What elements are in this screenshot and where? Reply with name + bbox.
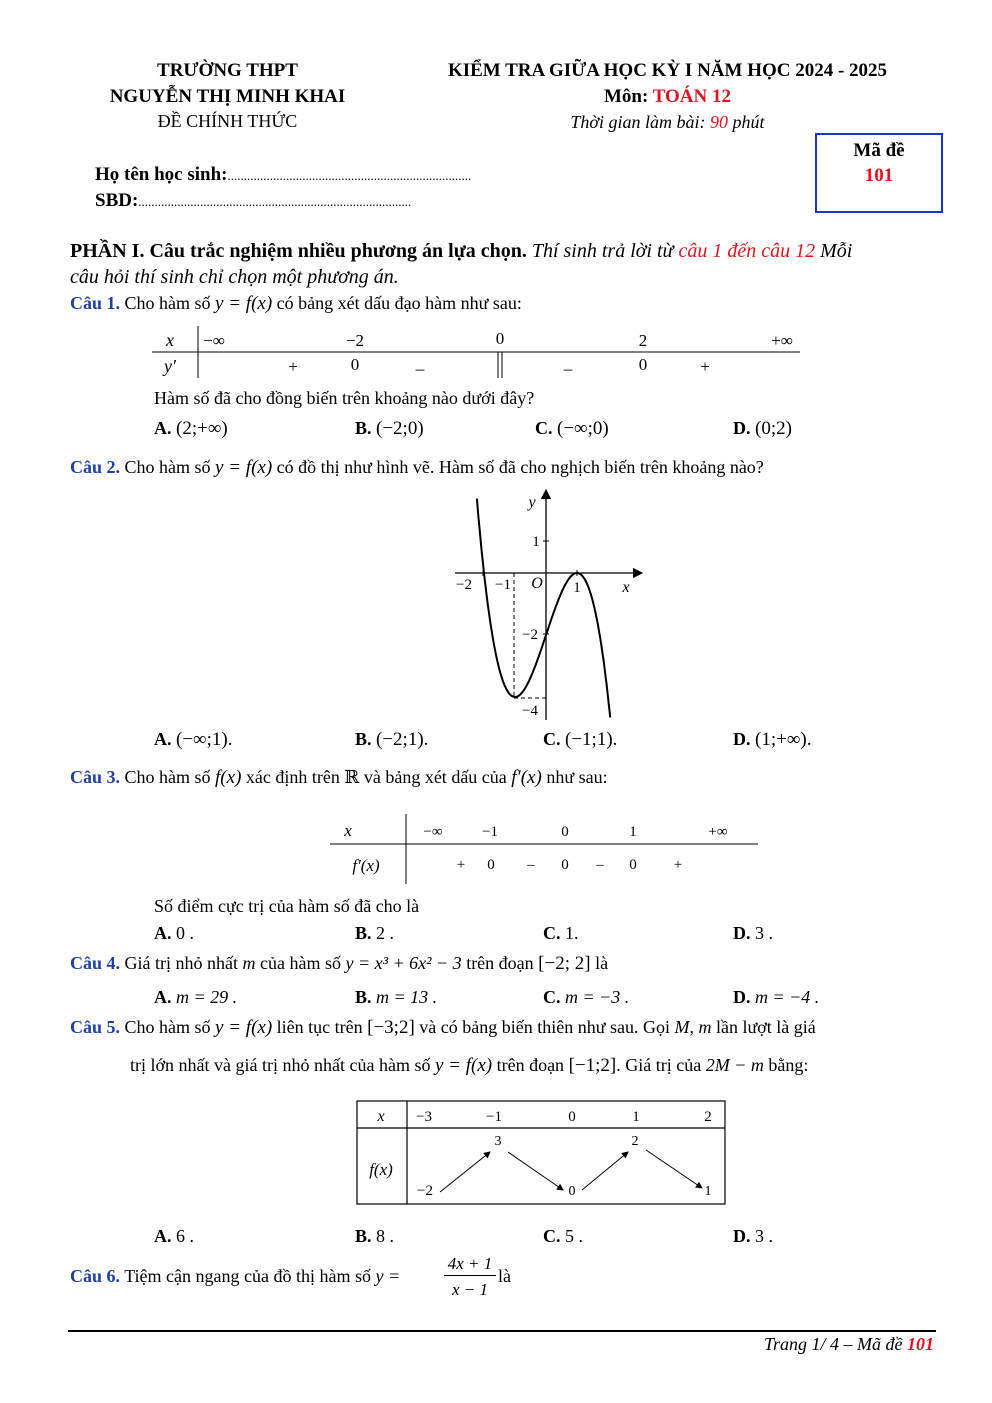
q4-stem bbox=[70, 953, 608, 975]
student-name-dots: ........................................................................... bbox=[227, 168, 472, 183]
q6-denominator: x − 1 bbox=[451, 1280, 489, 1299]
q5-line2-b: trên đoạn bbox=[492, 1055, 569, 1075]
q2-label: Câu 2. bbox=[70, 457, 121, 477]
q5-x-val: 0 bbox=[568, 1109, 576, 1125]
q2-option-d[interactable]: D. (1;+∞). bbox=[733, 729, 812, 750]
q1-sign: 0 bbox=[638, 355, 648, 374]
q5-f-val: 1 bbox=[704, 1184, 712, 1199]
q4-option-c[interactable]: C. m = −3 . bbox=[543, 987, 630, 1007]
q1-x-val: −2 bbox=[345, 331, 365, 350]
q3-x-val: +∞ bbox=[708, 824, 728, 840]
q1-stem bbox=[70, 293, 522, 315]
q4-label: Câu 4. bbox=[70, 953, 121, 973]
page-footer bbox=[764, 1334, 934, 1355]
subject-name: TOÁN 12 bbox=[652, 86, 732, 107]
q1-option-b[interactable]: B. (−2;0) bbox=[355, 418, 424, 439]
q4-text-a: Giá trị nhỏ nhất bbox=[120, 953, 243, 973]
q1-sign: + bbox=[700, 357, 710, 376]
q1-table-x-head: x bbox=[166, 330, 174, 350]
q1-sign: 0 bbox=[350, 355, 360, 374]
q5-text-a: Cho hàm số bbox=[120, 1017, 216, 1037]
q5-option-a[interactable]: A. 6 . bbox=[154, 1226, 194, 1246]
q4-text-d: là bbox=[590, 953, 609, 973]
cubic-curve bbox=[477, 499, 610, 718]
q5-func: y = f(x) bbox=[215, 1017, 273, 1038]
q2-tick-yneg4: −4 bbox=[522, 703, 538, 719]
q3-table-x-head: x bbox=[344, 821, 352, 840]
part1-instr-range: câu 1 đến câu 12 bbox=[678, 240, 816, 262]
q5-f-val: 2 bbox=[631, 1134, 639, 1149]
time-line bbox=[410, 112, 925, 133]
q1-option-d[interactable]: D. (0;2) bbox=[733, 418, 792, 439]
q1-x-val: −∞ bbox=[203, 331, 225, 350]
q4-func: y = x³ + 6x² − 3 bbox=[345, 953, 462, 973]
increase-arrow bbox=[440, 1152, 490, 1192]
school-line1: TRƯỜNG THPT bbox=[157, 60, 298, 81]
q2-tick-xneg2: −2 bbox=[456, 577, 472, 593]
q5-vars: M, m bbox=[674, 1017, 712, 1037]
q2-origin: O bbox=[531, 575, 543, 592]
q1-label: Câu 1. bbox=[70, 293, 121, 313]
q5-interval: [−3;2] bbox=[367, 1017, 415, 1038]
q6-label: Câu 6. bbox=[70, 1266, 121, 1286]
q3-label: Câu 3. bbox=[70, 767, 121, 787]
q5-line2-func: y = f(x) bbox=[434, 1055, 493, 1076]
time-value: 90 bbox=[710, 112, 729, 132]
part1-instr-b: Mỗi bbox=[815, 240, 853, 262]
school-line2: NGUYỄN THỊ MINH KHAI bbox=[109, 86, 346, 107]
q2-text-b: có đồ thị như hình vẽ. Hàm số đã cho nghịch biến trên khoảng nào? bbox=[272, 457, 764, 477]
q3-x-val: 0 bbox=[561, 824, 569, 840]
q3-sign: + bbox=[673, 857, 683, 873]
q3-sign: 0 bbox=[629, 857, 637, 873]
q1-x-val: +∞ bbox=[771, 331, 793, 350]
q5-line2-c: . Giá trị của bbox=[616, 1055, 706, 1075]
exam-title: KIỂM TRA GIỮA HỌC KỲ I NĂM HỌC 2024 - 2025 bbox=[447, 60, 888, 81]
exam-code-label: Mã đề bbox=[853, 140, 905, 161]
part1-instr-a: Thí sinh trả lời từ bbox=[526, 240, 679, 262]
q6-numerator: 4x + 1 bbox=[444, 1254, 496, 1276]
q3-set: ℝ bbox=[344, 767, 360, 787]
q5-option-b[interactable]: B. 8 . bbox=[355, 1226, 395, 1246]
q5-stem-line2 bbox=[130, 1055, 808, 1077]
sbd-dots: .................................................................................... bbox=[138, 194, 412, 209]
q3-table-f-head: f′(x) bbox=[352, 856, 380, 875]
q3-sign-table bbox=[328, 812, 768, 887]
q3-option-c[interactable]: C. 1. bbox=[543, 923, 579, 943]
q4-interval: [−2; 2] bbox=[538, 953, 591, 974]
sbd-label: SBD: bbox=[95, 190, 139, 211]
q2-y-label: y bbox=[528, 494, 536, 511]
q2-tick-xneg1: −1 bbox=[495, 577, 511, 593]
q5-label: Câu 5. bbox=[70, 1017, 121, 1037]
q5-table-f-head: f(x) bbox=[369, 1160, 393, 1179]
q3-func2: f′(x) bbox=[511, 767, 542, 788]
subject-label: Môn: bbox=[603, 86, 653, 107]
q2-option-c[interactable]: C. (−1;1). bbox=[543, 729, 618, 750]
q1-sign: – bbox=[415, 359, 425, 378]
q1-option-c[interactable]: C. (−∞;0) bbox=[535, 418, 609, 439]
q2-x-label: x bbox=[622, 579, 630, 596]
q3-prompt: Số điểm cực trị của hàm số đã cho là bbox=[154, 896, 420, 916]
q2-stem bbox=[70, 457, 764, 479]
q3-stem bbox=[70, 767, 608, 789]
q2-graph bbox=[440, 488, 650, 723]
q5-line2-interval: [−1;2] bbox=[568, 1055, 617, 1076]
q6-text-b: là bbox=[498, 1266, 511, 1286]
q5-x-val: 2 bbox=[704, 1109, 712, 1125]
q4-text-c: trên đoạn bbox=[461, 953, 539, 973]
q5-line2-d: bằng: bbox=[763, 1055, 809, 1075]
q3-text-a: Cho hàm số bbox=[120, 767, 216, 787]
q5-variation-table bbox=[356, 1100, 728, 1206]
q3-sign: + bbox=[456, 857, 466, 873]
q3-option-a[interactable]: A. 0 . bbox=[154, 923, 194, 943]
q3-sign: 0 bbox=[561, 857, 569, 873]
q1-func: y = f(x) bbox=[215, 293, 273, 314]
part1-heading bbox=[70, 240, 852, 263]
q6-text-a: Tiệm cận ngang của đồ thị hàm số bbox=[120, 1266, 376, 1286]
student-name-line bbox=[95, 164, 471, 186]
q5-line2-expr: 2M − m bbox=[705, 1055, 764, 1075]
q4-option-a[interactable]: A. m = 29 . bbox=[154, 987, 238, 1007]
q6-stem bbox=[70, 1266, 400, 1287]
q3-x-val: −∞ bbox=[423, 824, 443, 840]
q5-x-val: 1 bbox=[632, 1109, 640, 1125]
q1-sign: – bbox=[563, 359, 573, 378]
q5-option-c[interactable]: C. 5 . bbox=[543, 1226, 583, 1246]
student-name-label: Họ tên học sinh: bbox=[95, 164, 228, 185]
q3-text-b: xác định trên bbox=[241, 767, 345, 787]
q1-option-a[interactable]: A. (2;+∞) bbox=[154, 418, 228, 439]
q3-option-d[interactable]: D. 3 . bbox=[733, 923, 773, 943]
sbd-line bbox=[95, 190, 411, 212]
q1-x-val: 0 bbox=[495, 329, 505, 348]
q2-func: y = f(x) bbox=[215, 457, 273, 478]
q1-x-val: 2 bbox=[638, 331, 648, 350]
q3-sign: 0 bbox=[487, 857, 495, 873]
footer-rule bbox=[68, 1330, 936, 1332]
part1-instr-line2: câu hỏi thí sinh chỉ chọn một phương án. bbox=[70, 266, 399, 288]
q2-text-a: Cho hàm số bbox=[120, 457, 216, 477]
q1-prompt: Hàm số đã cho đồng biến trên khoảng nào dưới đây? bbox=[154, 388, 535, 408]
time-unit: phút bbox=[728, 112, 765, 132]
subject-line bbox=[410, 86, 925, 108]
q2-tick-yneg2: −2 bbox=[522, 627, 538, 643]
q3-text-d: như sau: bbox=[541, 767, 608, 787]
increase-arrow bbox=[582, 1152, 628, 1190]
q3-x-val: 1 bbox=[629, 824, 637, 840]
q1-text-b: có bảng xét dấu đạo hàm như sau: bbox=[272, 293, 522, 313]
q2-tick-x1: 1 bbox=[573, 580, 581, 596]
q5-f-val: −2 bbox=[417, 1183, 433, 1199]
footer-code: 101 bbox=[907, 1334, 934, 1354]
q1-table-y-head: y′ bbox=[164, 356, 176, 376]
q4-option-b[interactable]: B. m = 13 . bbox=[355, 987, 438, 1007]
q3-text-c: và bảng xét dấu của bbox=[359, 767, 512, 787]
q5-text-b: liên tục trên bbox=[272, 1017, 368, 1037]
q5-line2-a: trị lớn nhất và giá trị nhỏ nhất của hàm số bbox=[130, 1055, 435, 1075]
q3-option-b[interactable]: B. 2 . bbox=[355, 923, 395, 943]
q5-f-val: 0 bbox=[568, 1184, 576, 1199]
q5-table-x-head: x bbox=[377, 1108, 385, 1125]
official-label: ĐỀ CHÍNH THỨC bbox=[157, 111, 298, 131]
q4-var: m bbox=[242, 953, 256, 973]
decrease-arrow bbox=[646, 1150, 702, 1188]
time-label: Thời gian làm bài: bbox=[570, 112, 711, 132]
q2-tick-y1: 1 bbox=[532, 534, 540, 550]
q5-x-val: −1 bbox=[486, 1109, 502, 1125]
q2-option-a[interactable]: A. (−∞;1). bbox=[154, 729, 233, 750]
q5-x-val: −3 bbox=[416, 1109, 432, 1125]
q2-option-b[interactable]: B. (−2;1). bbox=[355, 729, 429, 750]
q1-text-a: Cho hàm số bbox=[120, 293, 216, 313]
q5-f-val: 3 bbox=[494, 1134, 502, 1149]
q5-text-c: và có bảng biến thiên như sau. Gọi bbox=[414, 1017, 675, 1037]
decrease-arrow bbox=[508, 1152, 563, 1190]
q1-sign: + bbox=[288, 357, 298, 376]
q6-func-lhs: y = bbox=[375, 1266, 401, 1286]
exam-code: 101 bbox=[864, 165, 894, 186]
footer-text: Trang 1/ 4 – Mã đề bbox=[763, 1334, 907, 1354]
q1-sign-table bbox=[150, 322, 810, 382]
q3-x-val: −1 bbox=[482, 824, 498, 840]
q5-text-d: lần lượt là giá bbox=[711, 1017, 816, 1037]
q3-func: f(x) bbox=[215, 767, 242, 788]
q3-sign: – bbox=[596, 857, 604, 873]
q4-text-b: của hàm số bbox=[255, 953, 346, 973]
q5-option-d[interactable]: D. 3 . bbox=[733, 1226, 773, 1246]
part1-title: PHẦN I. Câu trắc nghiệm nhiều phương án lựa chọn. bbox=[70, 240, 527, 262]
q3-sign: – bbox=[527, 857, 535, 873]
q4-option-d[interactable]: D. m = −4 . bbox=[733, 987, 820, 1007]
q5-stem bbox=[70, 1017, 816, 1039]
